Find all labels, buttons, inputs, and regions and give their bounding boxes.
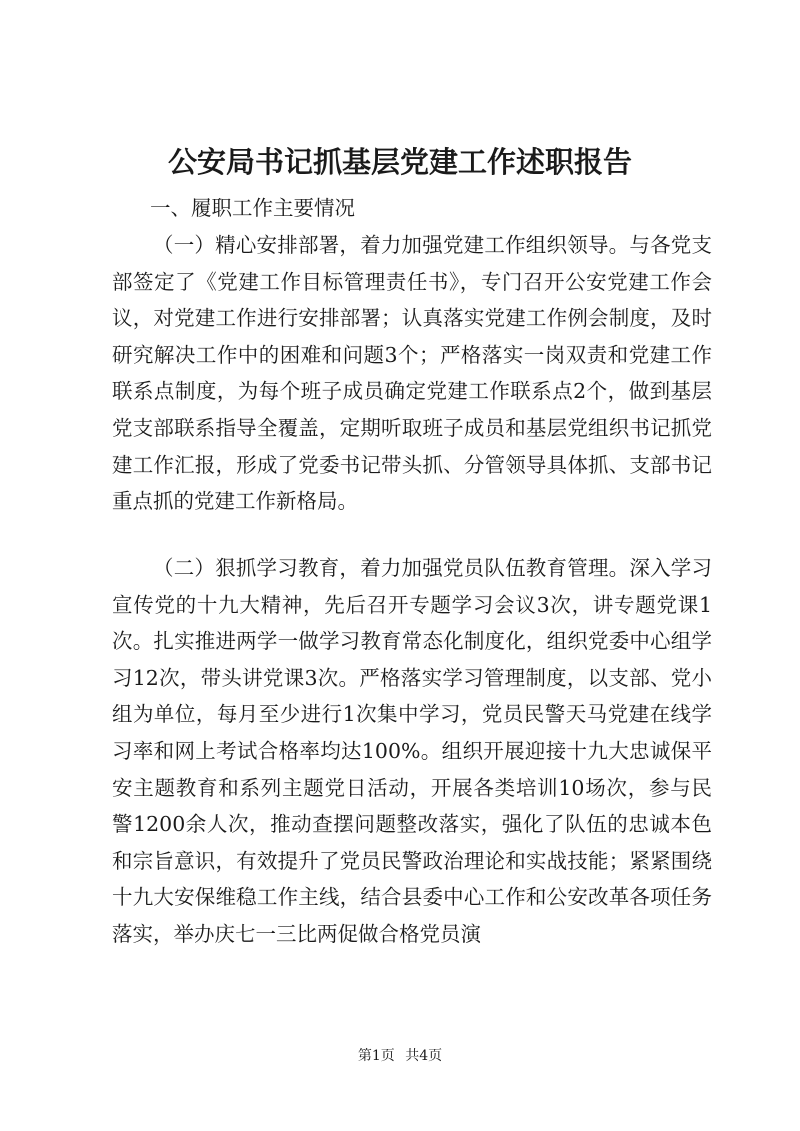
page-total: 共4页 <box>405 1048 443 1064</box>
paragraph-1: （一）精心安排部署，着力加强党建工作组织领导。与各党支部签定了《党建工作目标管理责任书》，专门召开公安党建工作会议，对党建工作进行安排部署；认真落实党建工作例会制度，及时研究解决工作中的困难和问题3个；严格落实一岗双责和党建工作联系点制度，为每个班子成员确定党建工作联系点2个，做到基层党支部联系指导全覆盖，定期听取班子成员和基层党组织书记抓党建工作汇报，形成了党委书记带头抓、分管领导具体抓、支部书记重点抓的党建工作新格局。 <box>112 233 712 514</box>
paragraph-2: （二）狠抓学习教育，着力加强党员队伍教育管理。深入学习宣传党的十九大精神，先后召开专题学习会议3次，讲专题党课1次。扎实推进两学一做学习教育常态化制度化，组织党委中心组学习12次，带头讲党课3次。严格落实学习管理制度，以支部、党小组为单位，每月至少进行1次集中学习，党员民警天马党建在线学习率和网上考试合格率均达100%。组织开展迎接十九大忠诚保平安主题教育和系列主题党日活动，开展各类培训10场次，参与民警1200余人次，推动查摆问题整改落实，强化了队伍的忠诚本色和宗旨意识，有效提升了党员民警政治理论和实战技能；紧紧围绕十九大安保维稳工作主线，结合县委中心工作和公安改革各项任务落实，举办庆七一三比两促做合格党员演 <box>112 556 712 946</box>
page-number: 第1页 <box>357 1048 395 1064</box>
page-footer <box>0 1046 800 1066</box>
document-title: 公安局书记抓基层党建工作述职报告 <box>167 145 632 179</box>
section-heading: 一、履职工作主要情况 <box>150 196 355 220</box>
